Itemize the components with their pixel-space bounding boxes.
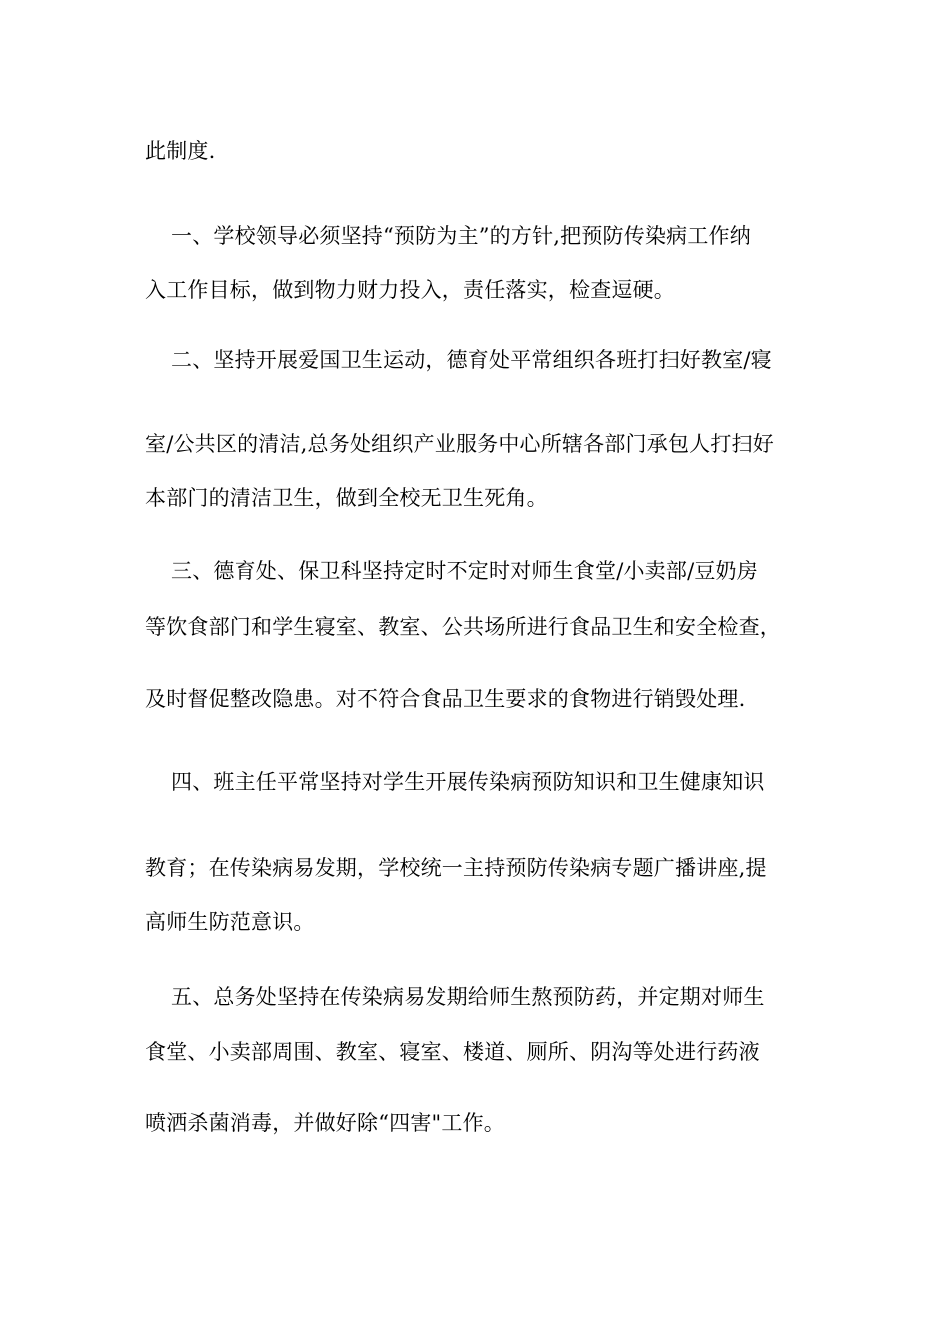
paragraph-5-line-2: 食堂、小卖部周围、教室、寝室、楼道、厕所、阴沟等处进行药液 [145,1040,760,1064]
text-line-1: 此制度. [145,139,216,163]
paragraph-2-line-1: 二、坚持开展爱国卫生运动，德育处平常组织各班打扫好教室/寝 [171,348,772,372]
paragraph-1-line-2: 入工作目标，做到物力财力投入，责任落实，检查逗硬。 [145,278,675,302]
paragraph-2-line-2: 室/公共区的清洁,总务处组织产业服务中心所辖各部门承包人打扫好 [145,432,774,456]
paragraph-4-line-2: 教育；在传染病易发期，学校统一主持预防传染病专题广播讲座,提 [145,856,767,880]
paragraph-5-line-1: 五、总务处坚持在传染病易发期给师生熬预防药，并定期对师生 [171,985,765,1009]
paragraph-1-line-1: 一、学校领导必须坚持“预防为主”的方针,把预防传染病工作纳 [171,224,751,248]
paragraph-4-line-1: 四、班主任平常坚持对学生开展传染病预防知识和卫生健康知识 [171,770,765,794]
paragraph-5-line-3: 喷洒杀菌消毒，并做好除“四害"工作。 [145,1111,505,1135]
paragraph-3-line-3: 及时督促整改隐患。对不符合食品卫生要求的食物进行销毁处理. [145,687,746,711]
paragraph-3-line-1: 三、德育处、保卫科坚持定时不定时对师生食堂/小卖部/豆奶房 [171,559,758,583]
paragraph-2-line-3: 本部门的清洁卫生，做到全校无卫生死角。 [145,486,548,510]
paragraph-4-line-3: 高师生防范意识。 [145,910,315,934]
paragraph-3-line-2: 等饮食部门和学生寝室、教室、公共场所进行食品卫生和安全检查， [145,615,781,639]
